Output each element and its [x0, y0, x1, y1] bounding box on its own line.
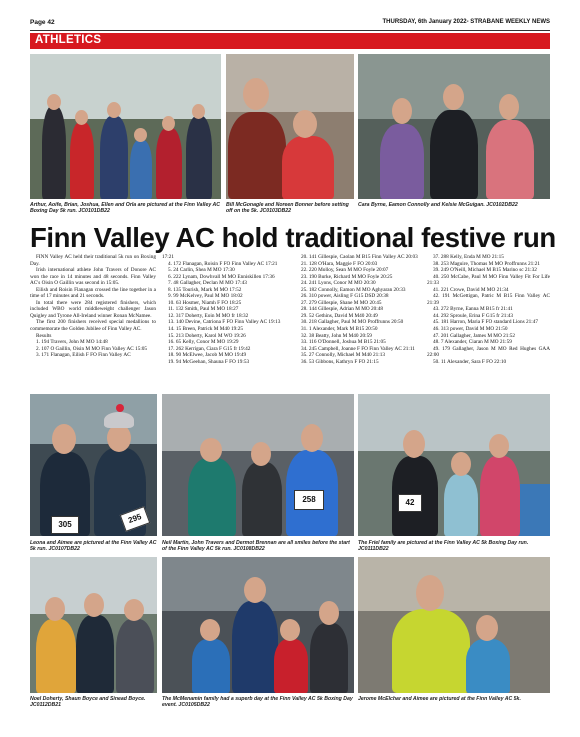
- section-label: ATHLETICS: [35, 34, 102, 46]
- photo-caption: Jerome McElchar and Aimee are pictured at the Finn Valley AC 5k.: [358, 696, 521, 702]
- result-entry: 21. 128 O'Hara, Maggie F FO 20:03: [301, 260, 378, 267]
- result-entry: 32. 38 Beatty, John M M40 20:59: [301, 332, 372, 339]
- result-entry: 38. 253 Maguire, Thomas M MO Proffrunns 21:21: [433, 260, 540, 267]
- result-entry: 9. 99 McKelvey, Paul M MO 18:02: [168, 293, 243, 300]
- result-entry: 41. 221 Crowe, David M MO 21:34: [433, 286, 509, 293]
- result-entry: 18. 90 McElwee, Jacob M MO 19:49: [168, 352, 247, 359]
- result-entry: 4. 172 Flanagan, Roisin F FO Finn Valley AC 17:21: [168, 260, 278, 267]
- photo-caption: The McMenamin family had a superb day at the Finn Valley AC 5k Boxing Day event. JC0105DB22: [162, 696, 353, 709]
- result-entry: 1. 194 Travers, John M MO 14:48: [36, 339, 108, 346]
- result-entry: 44. 292 Sproule, Erina F G15 fr 21:43: [433, 312, 514, 319]
- photo-caption: Neil Martin, John Travers and Dermot Brennan are all smiles before the start of the Finn Valley AC 5k run. JC0108DB22: [162, 540, 350, 553]
- photo-noel-shaun-sinead: [30, 557, 157, 693]
- result-entry: 7. 48 Gallagher, Declan M MO 17:43: [168, 280, 247, 287]
- header-rule: [30, 30, 550, 31]
- result-entry: 19. 94 McGeehan, Shauna F FO 19:53: [168, 358, 250, 365]
- result-entry: 31. 1 Alexander, Mark M B15 20:50: [301, 326, 378, 333]
- result-entry: 11. 132 Smith, Paul M MO 18:27: [168, 306, 239, 313]
- result-entry: 17. 262 Kerrigan, Ciara F G15 fr 19:42: [168, 345, 251, 352]
- photo-group-boxing-day: [30, 54, 221, 199]
- article-column-3: [295, 254, 421, 365]
- result-entry: 49. 179 Gallagher, Jason M MO Red Hughes GAA 22:00: [427, 345, 550, 359]
- result-entry: 3. 171 Flanagan, Eilish F FO Finn Valley AC: [36, 352, 131, 359]
- result-entry: 50. 11 Alexander, Sara F FO 22:10: [433, 358, 507, 365]
- result-entry: 24. 241 Lyons, Conor M MO 20:30: [301, 280, 376, 287]
- result-entry: 15. 213 Doherty, Karol M WO 19:26: [168, 332, 246, 339]
- article-headline: Finn Valley AC hold traditional festive run: [30, 222, 556, 253]
- result-entry: 26. 310 power, Aisling F G15 DSD 20:38: [301, 293, 389, 300]
- article-column-1: [30, 254, 156, 359]
- photo-caption: The Friel family are pictured at the Finn Valley AC 5k Boxing Day run. JC0111DB22: [358, 540, 529, 553]
- result-entry: 14. 15 Breen, Patrick M M40 19:25: [168, 326, 243, 333]
- result-entry: 40. 250 McCabe, Paul M MO Finn Valley Fit For Life 21:33: [427, 273, 550, 287]
- result-entry: 48. 7 Alexander, Ciaran M MO 21:59: [433, 339, 512, 346]
- page-number: Page 42: [30, 19, 55, 26]
- article-paragraph: In total there were 284 registered finishers, which included WBO world middleweight challenger Jason Quigley and Tyrone All-Ireland winner Ronan McNamee.: [30, 299, 156, 319]
- result-entry: 27. 279 Gillespie, Shane M MO 20:45: [301, 299, 382, 306]
- photo-caption: Leona and Aimee are pictured at the Finn Valley AC 5k run. JC0107DB22: [30, 540, 157, 553]
- result-entry: 23. 190 Burke, Richard M MO Foyle 20:25: [301, 273, 393, 280]
- result-entry: 22. 220 Molloy, Sean M MO Foyle 20:07: [301, 267, 389, 274]
- result-entry: 6. 222 Lynam, Dowhvall M MO Enniskillen 17:36: [168, 273, 275, 280]
- photo-friel-family: [358, 394, 550, 536]
- article-column-2: [162, 254, 289, 365]
- photo-bill-and-noreen: [226, 54, 354, 199]
- photo-neil-john-dermot: [162, 394, 354, 536]
- result-entry: 10. 63 Hosmer, Niamh F FO 18:25: [168, 299, 242, 306]
- photo-caption: Bill McGonagle and Noreen Bonner before setting off on the 5k. JC0103DB22: [226, 202, 349, 215]
- article-paragraph: FINN Valley AC held their traditional 5k run on Boxing Day.: [30, 254, 156, 267]
- result-entry: 36. 53 Gibbons, Kathryn F FO 21:15: [301, 358, 379, 365]
- result-entry: 13. 140 Devine, Catriona F FO Finn Valley AC 19:13: [168, 319, 281, 326]
- section-bar: [30, 33, 550, 49]
- result-entry: 39. 249 O'Neill, Michael M B15 Marino sc 21:32: [433, 267, 537, 274]
- result-entry: 20. 141 Gillespie, Caolan M B15 Finn Valley AC 20:03: [301, 254, 418, 260]
- result-entry: 29. 52 Gethins, David M M40 20:49: [301, 312, 378, 319]
- race-bib: 42: [398, 494, 422, 512]
- result-entry: 16. 65 Kelly, Conor M MO 19:29: [168, 339, 239, 346]
- publication-date: THURSDAY, 6th January 2022- STRABANE WEEKLY NEWS: [382, 19, 550, 25]
- photo-caption: Arthur, Aoife, Brian, Joshua, Ellen and Orla are pictured at the Finn Valley AC Boxing Day 5k run. JC0101DB22: [30, 202, 220, 215]
- photo-mcmenamin-family: [162, 557, 354, 693]
- photo-caption: Cara Byrne, Eamon Connolly and Kelsie McGuigan. JC0102DB22: [358, 202, 518, 208]
- result-entry: 46. 313 power, David M MO 21:50: [433, 326, 508, 333]
- article-paragraph: The first 200 finishers received special medallions to commemorate the Golden Jubilee of Finn Valley AC.: [30, 319, 156, 333]
- result-entry: 30. 218 Gallagher, Paul M MO Proffrunns 20:50: [301, 319, 404, 326]
- result-entry: 43. 272 Byrne, Eanna M B15 fr 21:41: [433, 306, 513, 313]
- article-paragraph: Irish international athlete John Travers of Donore AC won the race in 14 minutes and 48 seconds. Finn Valley AC's Oisin O Gaillin was second in 15:05.: [30, 267, 156, 287]
- result-entry: 35. 27 Connolly, Michael M M40 21:13: [301, 352, 385, 359]
- article-paragraph: Eilish and Roisin Flanagan crossed the line together in a time of 17 minutes and 21 seconds.: [30, 286, 156, 300]
- result-entry: 34. 245 Campbell, Joanne F FO Finn Valley AC 21:11: [301, 345, 415, 352]
- result-entry: 12. 317 Doherty, Eoin M MO fr 18:32: [168, 312, 249, 319]
- result-entry: 37. 288 Kelly, Enda M MO 21:15: [433, 254, 504, 260]
- article-column-4: [427, 254, 550, 365]
- result-entry: 28. 144 Gillespie, Adrian M MO 20:48: [301, 306, 383, 313]
- result-entry: 2. 107 O Gaillin, Oisin M MO Finn Valley AC 15:05: [36, 345, 148, 352]
- photo-jerome-and-aimee: [358, 557, 550, 693]
- race-bib: 305: [51, 516, 79, 534]
- race-bib: 295: [120, 506, 151, 532]
- result-entry: 42. 191 McGettigan, Patric M B15 Finn Valley AC 21:39: [427, 293, 550, 306]
- race-bib: 258: [294, 490, 324, 510]
- result-entry: 47. 201 Gallagher, James M MO 21:52: [433, 332, 516, 339]
- photo-caption: Noel Doherty, Shaun Boyce and Sinead Boyce. JC0112DB21: [30, 696, 146, 709]
- result-entry: 8. 135 Tourish, Mark M MO 17:52: [168, 286, 242, 293]
- result-entry: 45. 181 Harron, Maria F FO standard Lions 21:47: [433, 319, 538, 326]
- results-heading: Results: [36, 332, 52, 339]
- result-entry: 5. 24 Carlin, Shea M MO 17:30: [168, 267, 235, 274]
- result-entry: 25. 182 Connolly, Eamon M MO Aghyaran 20:33: [301, 286, 406, 293]
- result-entry: 33. 116 O'Donnell, Joshua M B15 21:05: [301, 339, 386, 346]
- result-entry: 17:21: [162, 254, 174, 260]
- photo-cara-eamon-kelsie: [358, 54, 550, 199]
